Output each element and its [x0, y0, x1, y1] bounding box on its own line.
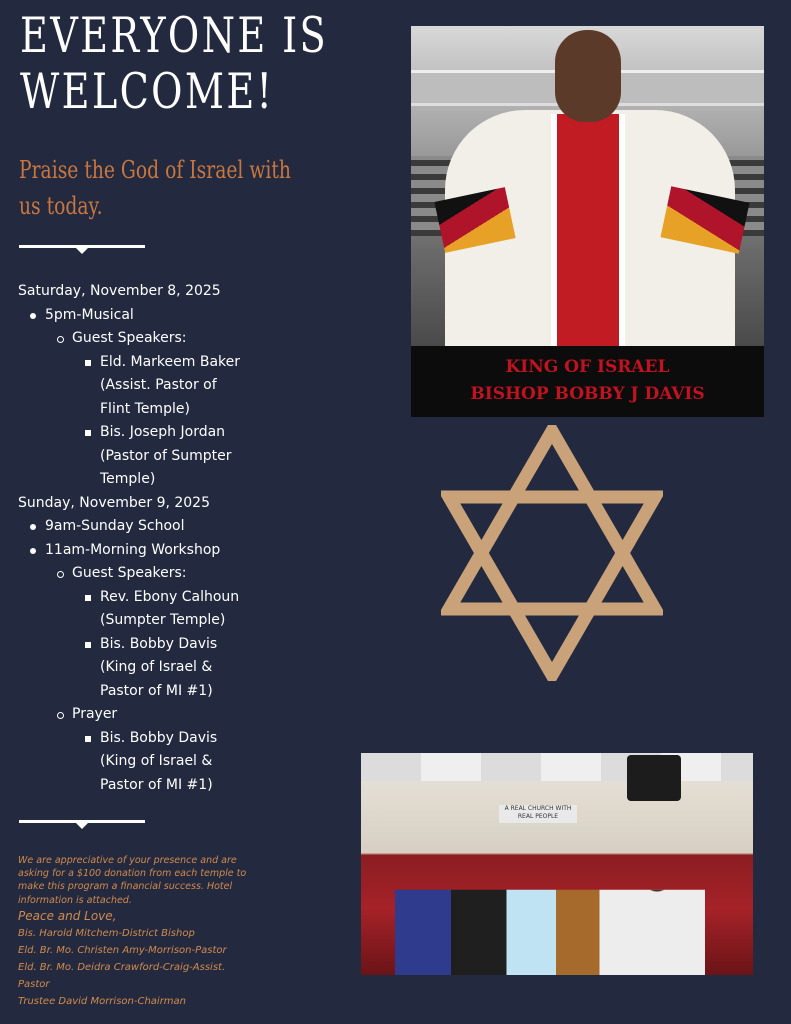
saturday-speaker: [18, 421, 278, 492]
divider-top: [19, 245, 145, 257]
church-banner: A REAL CHURCH WITH REAL PEOPLE: [499, 805, 577, 823]
donation-note: We are appreciative of your presence and are asking for a $100 donation from each temple to make this program a financial success. Hotel information is attached.: [18, 855, 247, 906]
caption-name: BISHOP BOBBY J DAVIS: [470, 384, 705, 404]
speaker-role: (Sumpter Temple): [100, 612, 226, 628]
caption-title: KING OF ISRAEL: [505, 357, 670, 377]
saturday-speaker: [18, 351, 278, 422]
subheadline: Praise the God of Israel with us today.: [19, 156, 291, 220]
speaker-role: (King of Israel & Pastor of MI #1): [100, 753, 213, 793]
speaker-icon: [627, 755, 681, 801]
sunday-speaker: [18, 633, 278, 704]
signature-line: Eld. Br. Mo. Christen Amy-Morrison-Pastor: [18, 944, 227, 956]
signature-line: Eld. Br. Mo. Deidra Crawford-Craig-Assist. Pastor: [18, 961, 226, 990]
speaker-role: (Assist. Pastor of Flint Temple): [100, 377, 217, 417]
sunday-speaker: [18, 586, 278, 633]
footer-message: [18, 854, 258, 1010]
headline-line-2: WELCOME!: [20, 63, 275, 120]
photo-caption: [411, 346, 764, 417]
prayer-leader: [18, 727, 278, 798]
event-schedule: [18, 280, 278, 797]
bishop-photo: [411, 26, 764, 417]
saturday-guest-label: Guest Speakers:: [18, 327, 278, 351]
prayer-label: Prayer: [18, 703, 278, 727]
headline: [20, 7, 329, 120]
sunday-guest-label: Guest Speakers:: [18, 562, 278, 586]
congregation-photo: [361, 753, 753, 975]
speaker-name: Eld. Markeem Baker: [100, 353, 241, 370]
speaker-role: (King of Israel & Pastor of MI #1): [100, 659, 213, 699]
headline-line-1: EVERYONE IS: [20, 7, 329, 64]
speaker-role: (Pastor of Sumpter Temple): [100, 447, 232, 487]
sunday-item: 11am-Morning Workshop: [18, 539, 278, 563]
speaker-name: Rev. Ebony Calhoun: [100, 588, 240, 605]
sunday-item: 9am-Sunday School: [18, 515, 278, 539]
divider-bottom: [19, 820, 145, 832]
speaker-name: Bis. Bobby Davis: [100, 635, 218, 652]
saturday-date: Saturday, November 8, 2025: [18, 283, 221, 299]
saturday-item: 5pm-Musical: [18, 304, 278, 328]
closing-line: Peace and Love,: [18, 908, 117, 923]
star-of-david-icon: [441, 425, 663, 681]
signature-line: Trustee David Morrison-Chairman: [18, 995, 187, 1007]
speaker-name: Bis. Bobby Davis: [100, 729, 218, 746]
speaker-name: Bis. Joseph Jordan: [100, 424, 226, 440]
sunday-date: Sunday, November 9, 2025: [18, 494, 211, 511]
signature-line: Bis. Harold Mitchem-District Bishop: [18, 927, 195, 939]
